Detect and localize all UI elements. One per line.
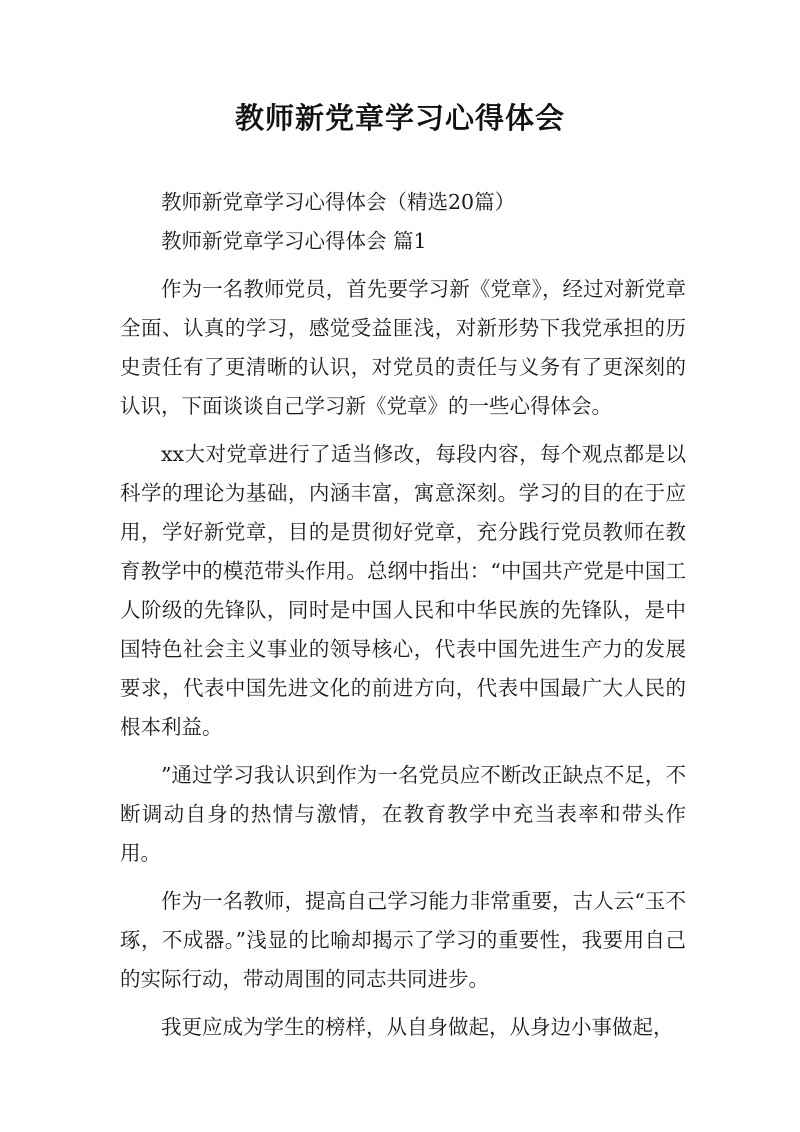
document-title: 教师新党章学习心得体会: [234, 101, 565, 135]
document-body: [120, 183, 686, 1047]
paragraph: 我更应成为学生的榜样，从自身做起，从身边小事做起，: [161, 1015, 674, 1039]
paragraph: 作为一名教师党员，首先要学习新《党章》，经过对新党章全面、认真的学习，感觉受益匪浅，对新形势下我党承担的历史责任有了更清晰的认识，对党员的责任与义务有了更深刻的认识，下面谈谈自己学习新《党章》的一些心得体会。: [120, 277, 686, 418]
paragraph: xx大对党章进行了适当修改，每段内容，每个观点都是以科学的理论为基础，内涵丰富，寓意深刻。学习的目的在于应用，学好新党章，目的是贯彻好党章，充分践行党员教师在教育教学中的模范带头作用。总纲中指出：“中国共产党是中国工人阶级的先锋队，同时是中国人民和中华民族的先锋队，是中国特色社会主义事业的领导核心，代表中国先进生产力的发展要求，代表中国先进文化的前进方向，代表中国最广大人民的根本利益。: [120, 442, 686, 739]
paragraph: 作为一名教师，提高自己学习能力非常重要，古人云“玉不琢，不成器。”浅显的比喻却揭示了学习的重要性，我要用自己的实际行动，带动周围的同志共同进步。: [120, 889, 686, 991]
paragraph-subtitle: 教师新党章学习心得体会（精选20篇）: [161, 190, 516, 214]
paragraph: ”通过学习我认识到作为一名党员应不断改正缺点不足，不断调动自身的热情与激情，在教育教学中充当表率和带头作用。: [120, 763, 686, 865]
paragraph-section-heading: 教师新党章学习心得体会 篇1: [161, 229, 427, 253]
